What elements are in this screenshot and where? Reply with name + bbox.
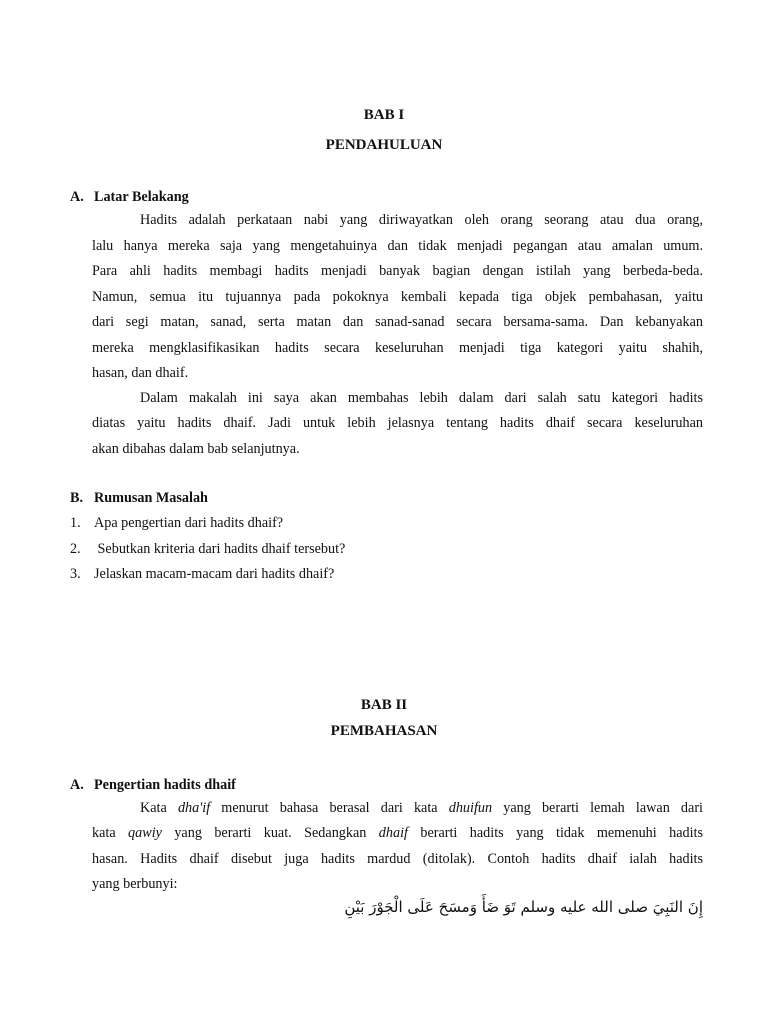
paragraph-line: yang berbunyi: — [92, 876, 178, 892]
list-number: 2. — [70, 541, 81, 557]
heading-number: A. — [70, 189, 84, 205]
list-item — [70, 514, 681, 533]
heading-text: Latar Belakang — [94, 189, 189, 205]
list-text: Apa pengertian dari hadits dhaif? — [94, 515, 284, 531]
bab2-title: BAB II — [360, 697, 408, 713]
paragraph-line: Hadits adalah perkataan nabi yang diriwayatkan oleh orang seorang atau dua orang, — [140, 212, 703, 228]
heading-text: Rumusan Masalah — [94, 490, 208, 506]
list-number: 3. — [70, 566, 81, 582]
italic-term: dha'if — [177, 800, 211, 816]
text: Kata — [140, 800, 178, 816]
text: yang berarti lemah lawan dari — [492, 800, 703, 816]
bab2-subtitle: PEMBAHASAN — [330, 723, 438, 739]
arabic-hadith-text: إِنَ النَبِيَ صلى الله عليه وسلم تَوَ ضَأَ وَمسَحَ عَلَى الْجَوْرَ بَيْنِ — [344, 898, 703, 916]
heading-rumusan-masalah — [70, 489, 681, 508]
paragraph-line: akan dibahas dalam bab selanjutnya. — [92, 441, 300, 457]
list-item — [70, 540, 681, 559]
bab1-title: BAB I — [363, 107, 405, 123]
paragraph-line: lalu hanya mereka saja yang mengetahuinya dan tidak menjadi pegangan atau amalan umum. — [92, 238, 703, 254]
heading-text: Pengertian hadits dhaif — [94, 777, 236, 793]
paragraph-line — [92, 824, 703, 843]
paragraph-line: mereka mengklasifikasikan hadits secara keseluruhan menjadi tiga kategori yaitu shahih, — [92, 340, 703, 356]
list-text: Sebutkan kriteria dari hadits dhaif tersebut? — [94, 541, 346, 557]
heading-number: A. — [70, 777, 84, 793]
list-number: 1. — [70, 515, 81, 531]
heading-number: B. — [70, 490, 84, 506]
heading-pengertian — [70, 776, 681, 795]
heading-latar-belakang — [70, 188, 681, 207]
paragraph-line: Para ahli hadits membagi hadits menjadi banyak bagian dengan istilah yang berbeda-beda. — [92, 263, 703, 279]
italic-term: qawiy — [128, 825, 162, 841]
bab1-subtitle: PENDAHULUAN — [325, 137, 443, 153]
list-text: Jelaskan macam-macam dari hadits dhaif? — [94, 566, 335, 582]
paragraph-line: Dalam makalah ini saya akan membahas lebih dalam dari salah satu kategori hadits — [140, 390, 703, 406]
text: kata — [92, 825, 129, 841]
paragraph-line: dari segi matan, sanad, serta matan dan sanad-sanad secara bersama-sama. Dan kebanyakan — [92, 314, 703, 330]
paragraph-line: hasan, dan dhaif. — [92, 365, 189, 381]
paragraph-line: hasan. Hadits dhaif disebut juga hadits mardud (ditolak). Contoh hadits dhaif ialah hadits — [92, 851, 703, 867]
list-item — [70, 565, 681, 584]
italic-term: dhuifun — [448, 800, 493, 816]
italic-term: dhaif — [378, 825, 408, 841]
text: menurut bahasa berasal dari kata — [210, 800, 449, 816]
paragraph-line — [140, 799, 703, 818]
paragraph-line: Namun, semua itu tujuannya pada pokoknya kembali kepada tiga objek pembahasan, yaitu — [92, 289, 703, 305]
text: berarti hadits yang tidak memenuhi hadits — [407, 825, 704, 841]
text: yang berarti kuat. Sedangkan — [161, 825, 379, 841]
paragraph-line: diatas yaitu hadits dhaif. Jadi untuk lebih jelasnya tentang hadits dhaif secara keseluruhan — [92, 415, 703, 431]
